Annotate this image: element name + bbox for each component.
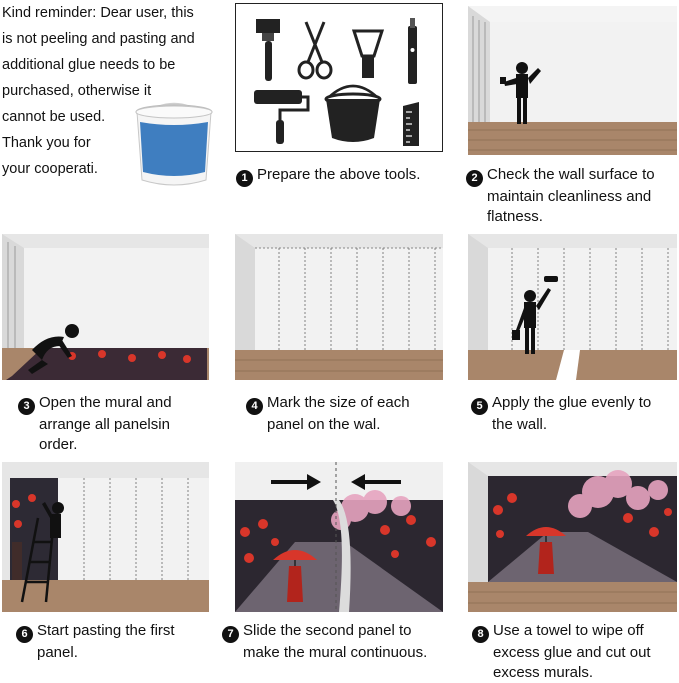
- step-5-image: [468, 234, 677, 380]
- reminder-line: your cooperati.: [2, 161, 98, 177]
- step-number-badge: 7: [222, 626, 239, 643]
- reminder-line: Thank you for: [2, 135, 91, 151]
- step-number-badge: 6: [16, 626, 33, 643]
- step-1-caption: 1 Prepare the above tools.: [236, 165, 420, 187]
- reminder-line: additional glue needs to be: [2, 57, 176, 73]
- step-8-caption: 8 Use a towel to wipe off excess glue and cut out excess murals.: [472, 621, 651, 683]
- step-2-caption: 2 Check the wall surface to maintain cleanliness and flatness.: [466, 165, 655, 227]
- bucket-icon: [326, 86, 380, 142]
- reminder-line: purchased, otherwise it: [2, 83, 152, 99]
- step-5-caption: 5 Apply the glue evenly to the wall.: [471, 393, 651, 435]
- step-number-badge: 1: [236, 170, 253, 187]
- step-number-badge: 8: [472, 626, 489, 643]
- step-number-badge: 2: [466, 170, 483, 187]
- step-4-caption: 4 Mark the size of each panel on the wal.: [246, 393, 410, 435]
- scissors-icon: [299, 22, 331, 78]
- step-7-image: [235, 462, 443, 612]
- paint-roller-icon: [254, 90, 308, 144]
- scraper-icon: [354, 31, 382, 78]
- step-3-image: [2, 234, 209, 380]
- step-number-badge: 3: [18, 398, 35, 415]
- step-6-caption: 6 Start pasting the first panel.: [16, 621, 175, 663]
- step-3-caption: 3 Open the mural and arrange all panelsin order.: [18, 393, 172, 455]
- step-8-image: [468, 462, 677, 612]
- step-number-badge: 4: [246, 398, 263, 415]
- glue-bucket-image: [132, 98, 216, 190]
- reminder-line: is not peeling and pasting and: [2, 31, 195, 47]
- ruler-icon: [403, 102, 419, 146]
- step-7-caption: 7 Slide the second panel to make the mural continuous.: [222, 621, 427, 663]
- step-6-image: [2, 462, 209, 612]
- tools-panel: [235, 3, 443, 152]
- step-4-image: [235, 234, 443, 380]
- paint-brush-icon: [256, 19, 280, 81]
- reminder-line: Kind reminder: Dear user, this: [2, 5, 194, 21]
- utility-knife-icon: [408, 18, 417, 84]
- reminder-line: cannot be used.: [2, 109, 106, 125]
- step-2-image: [468, 6, 677, 155]
- step-number-badge: 5: [471, 398, 488, 415]
